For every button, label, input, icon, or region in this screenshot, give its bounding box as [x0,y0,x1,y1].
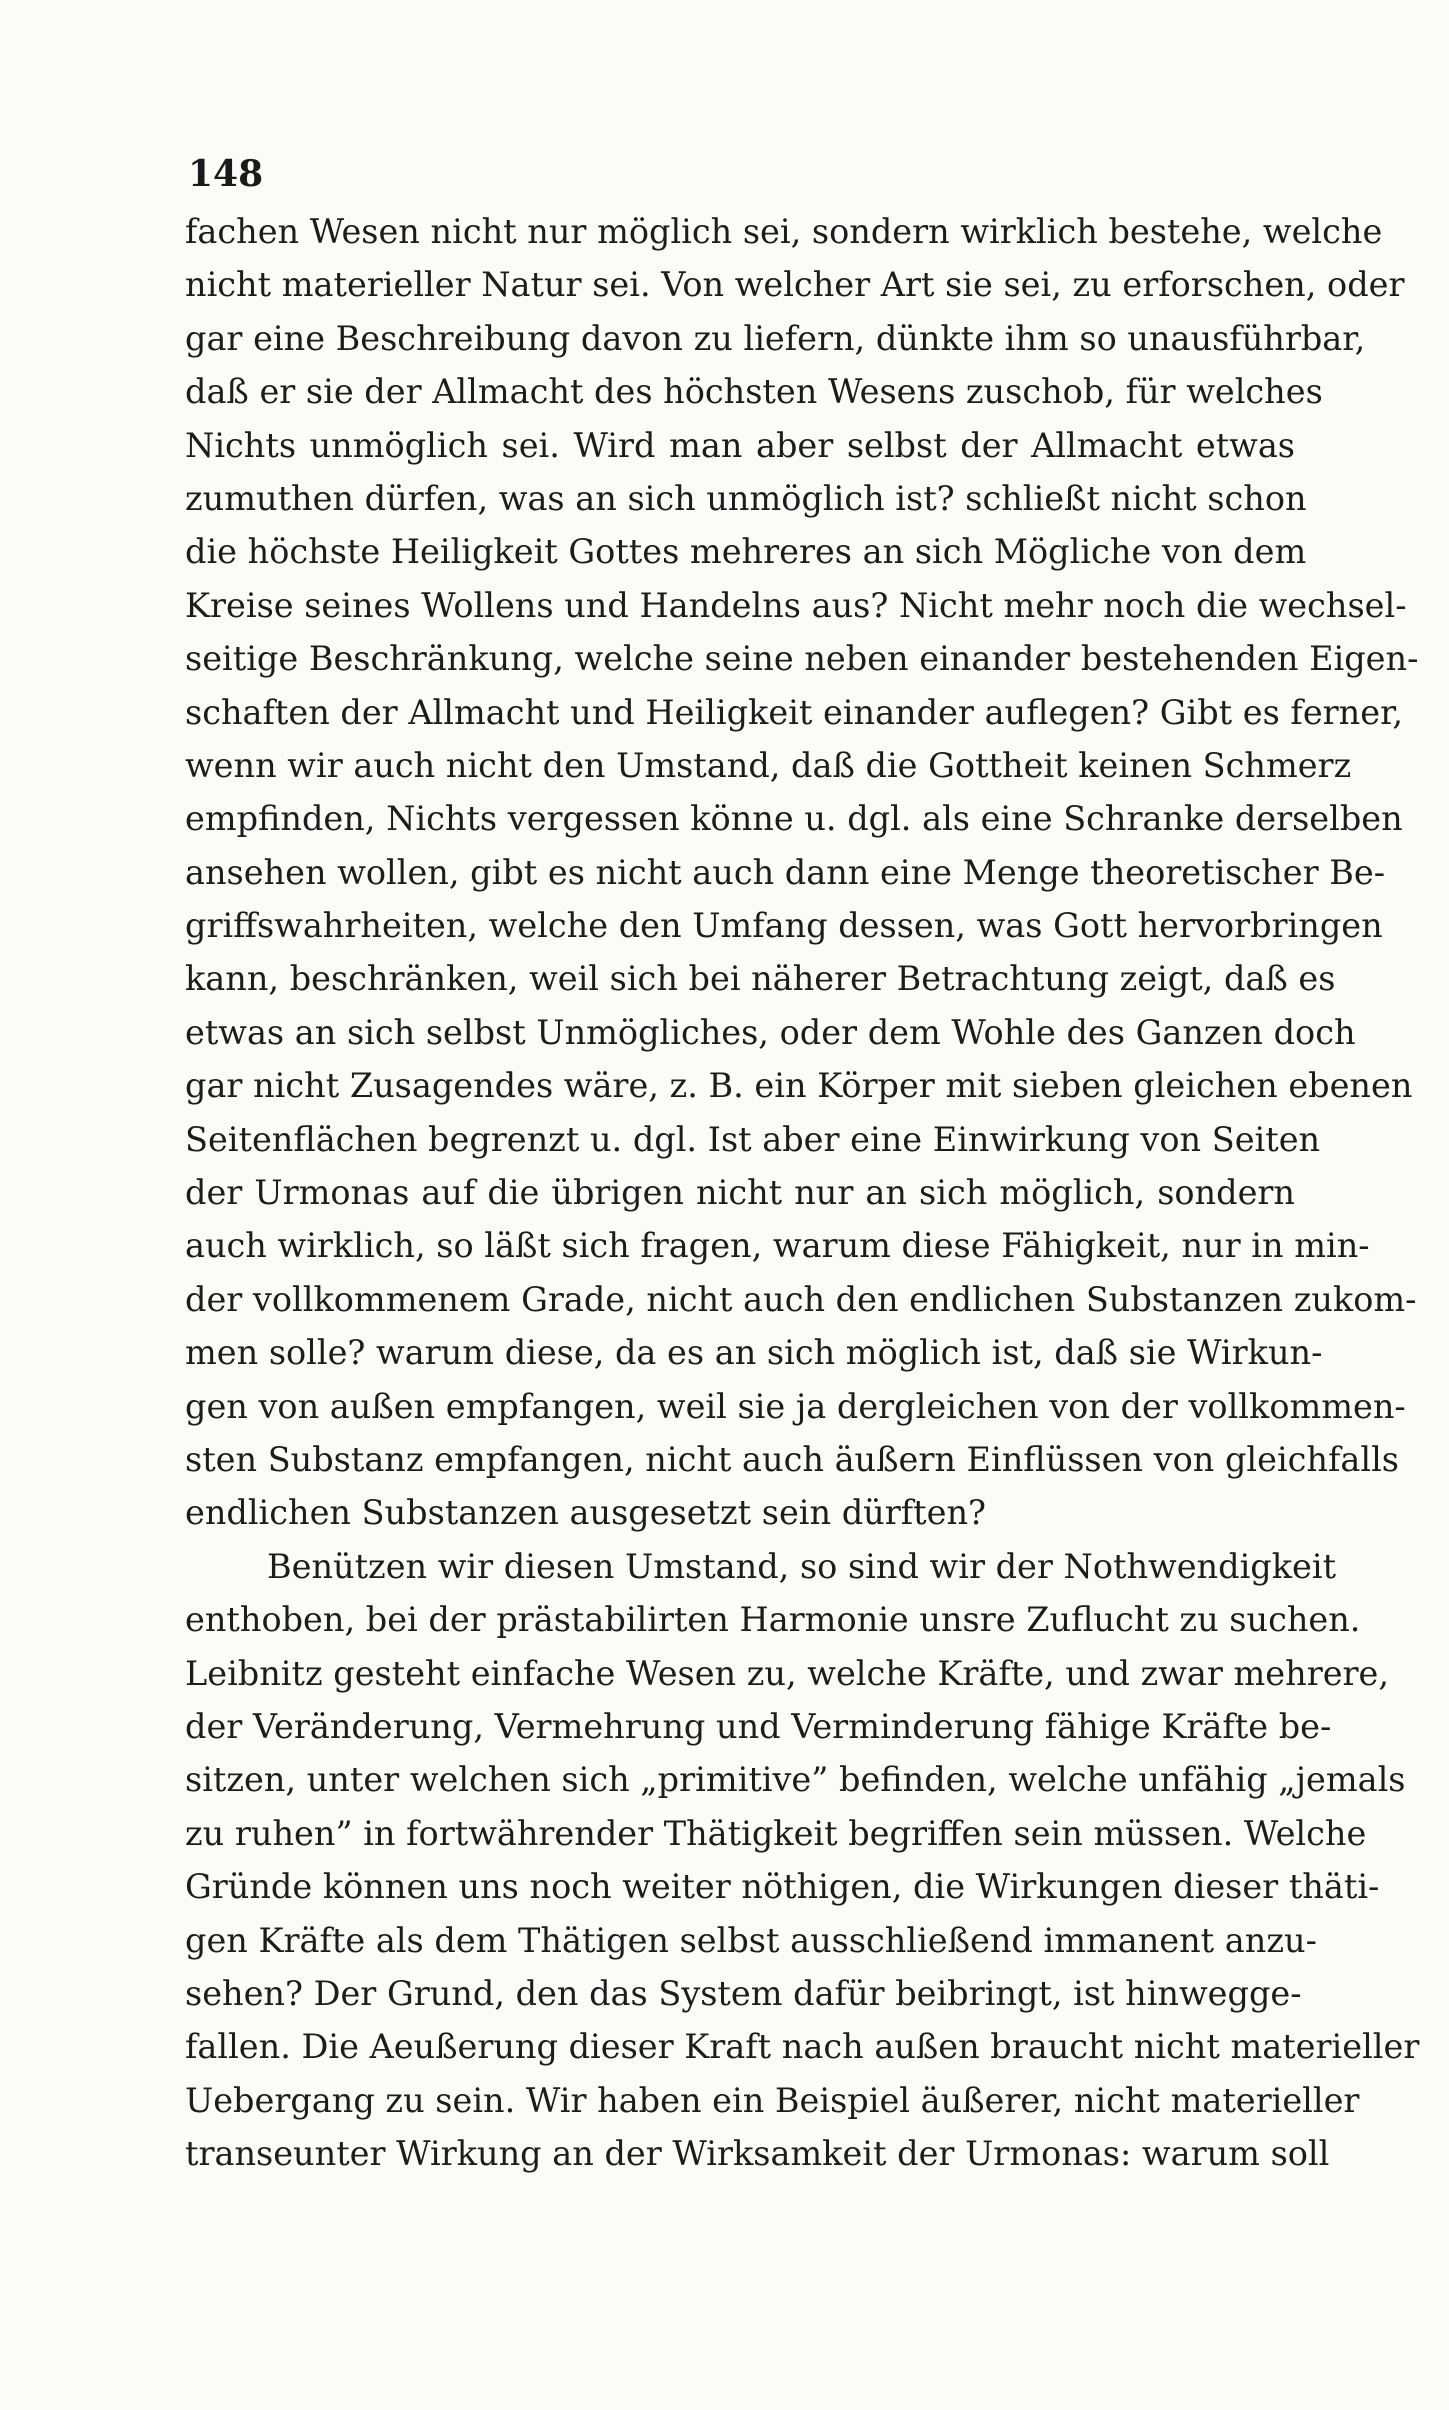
text-line: enthoben, bei der prästabilirten Harmonie unsre Zuflucht zu suchen. [185,1600,1361,1640]
text-line: wenn wir auch nicht den Umstand, daß die Gottheit keinen Schmerz [185,745,1352,785]
text-line: die höchste Heiligkeit Gottes mehreres an sich Mögliche von dem [185,532,1307,572]
text-line: Seitenflächen begrenzt u. dgl. Ist aber eine Einwirkung von Seiten [185,1119,1321,1159]
text-line: zumuthen dürfen, was an sich unmöglich ist? schließt nicht schon [185,478,1307,518]
text-line: seitige Beschränkung, welche seine neben einander bestehenden Eigen- [185,639,1419,679]
text-line: der Urmonas auf die übrigen nicht nur an sich möglich, sondern [185,1173,1295,1213]
text-line: der Veränderung, Vermehrung und Verminderung fähige Kräfte be- [185,1706,1332,1746]
text-line: griffswahrheiten, welche den Umfang dessen, was Gott hervorbringen [185,906,1383,946]
text-line: schaften der Allmacht und Heiligkeit einander auflegen? Gibt es ferner, [185,692,1404,732]
text-line: der vollkommenem Grade, nicht auch den endlichen Substanzen zukom- [185,1279,1417,1319]
text-line: sten Substanz empfangen, nicht auch äußern Einflüssen von gleichfalls [185,1439,1399,1479]
text-line: auch wirklich, so läßt sich fragen, warum diese Fähigkeit, nur in min- [185,1226,1370,1266]
text-line: sehen? Der Grund, den das System dafür beibringt, ist hinwegge- [185,1973,1302,2013]
text-line: nicht materieller Natur sei. Von welcher Art sie sei, zu erforschen, oder [185,265,1405,305]
text-line: empfinden, Nichts vergessen könne u. dgl. als eine Schranke derselben [185,799,1403,839]
text-line: men solle? warum diese, da es an sich möglich ist, daß sie Wirkun- [185,1333,1323,1373]
text-line: ansehen wollen, gibt es nicht auch dann eine Menge theoretischer Be- [185,852,1386,892]
text-line: zu ruhen” in fortwährender Thätigkeit begriffen sein müssen. Welche [185,1813,1367,1853]
text-line: Gründe können uns noch weiter nöthigen, die Wirkungen dieser thäti- [185,1867,1380,1907]
paragraph-start-line: Benützen wir diesen Umstand, so sind wir der Nothwendigkeit [267,1546,1337,1586]
text-line: transeunter Wirkung an der Wirksamkeit der Urmonas: warum soll [185,2134,1330,2174]
text-line: Kreise seines Wollens und Handelns aus? Nicht mehr noch die wechsel- [185,585,1407,625]
text-line: gar eine Beschreibung davon zu liefern, dünkte ihm so unausführbar, [185,318,1366,358]
text-line: kann, beschränken, weil sich bei näherer Betrachtung zeigt, daß es [185,959,1336,999]
text-line: Nichts unmöglich sei. Wird man aber selbst der Allmacht etwas [185,425,1295,465]
text-line: gen von außen empfangen, weil sie ja dergleichen von der vollkommen- [185,1386,1406,1426]
text-line: fallen. Die Aeußerung dieser Kraft nach außen braucht nicht materieller [185,2027,1420,2067]
text-line: Uebergang zu sein. Wir haben ein Beispiel äußerer, nicht materieller [185,2080,1360,2120]
text-line: sitzen, unter welchen sich „primitive” befinden, welche unfähig „jemals [185,1760,1406,1800]
text-line: gar nicht Zusagendes wäre, z. B. ein Körper mit sieben gleichen ebenen [185,1066,1413,1106]
text-line: fachen Wesen nicht nur möglich sei, sondern wirklich bestehe, welche [185,212,1383,251]
text-line: etwas an sich selbst Unmögliches, oder dem Wohle des Ganzen doch [185,1012,1356,1052]
text-line: daß er sie der Allmacht des höchsten Wesens zuschob, für welches [185,372,1323,412]
page-number: 148 [188,153,264,195]
text-line: gen Kräfte als dem Thätigen selbst ausschließend immanent anzu- [185,1920,1317,1960]
text-line: Leibnitz gesteht einfache Wesen zu, welche Kräfte, und zwar mehrere, [185,1653,1390,1693]
paragraph-end-line: endlichen Substanzen ausgesetzt sein dürften? [185,1493,986,1533]
body-text [185,205,1420,2180]
